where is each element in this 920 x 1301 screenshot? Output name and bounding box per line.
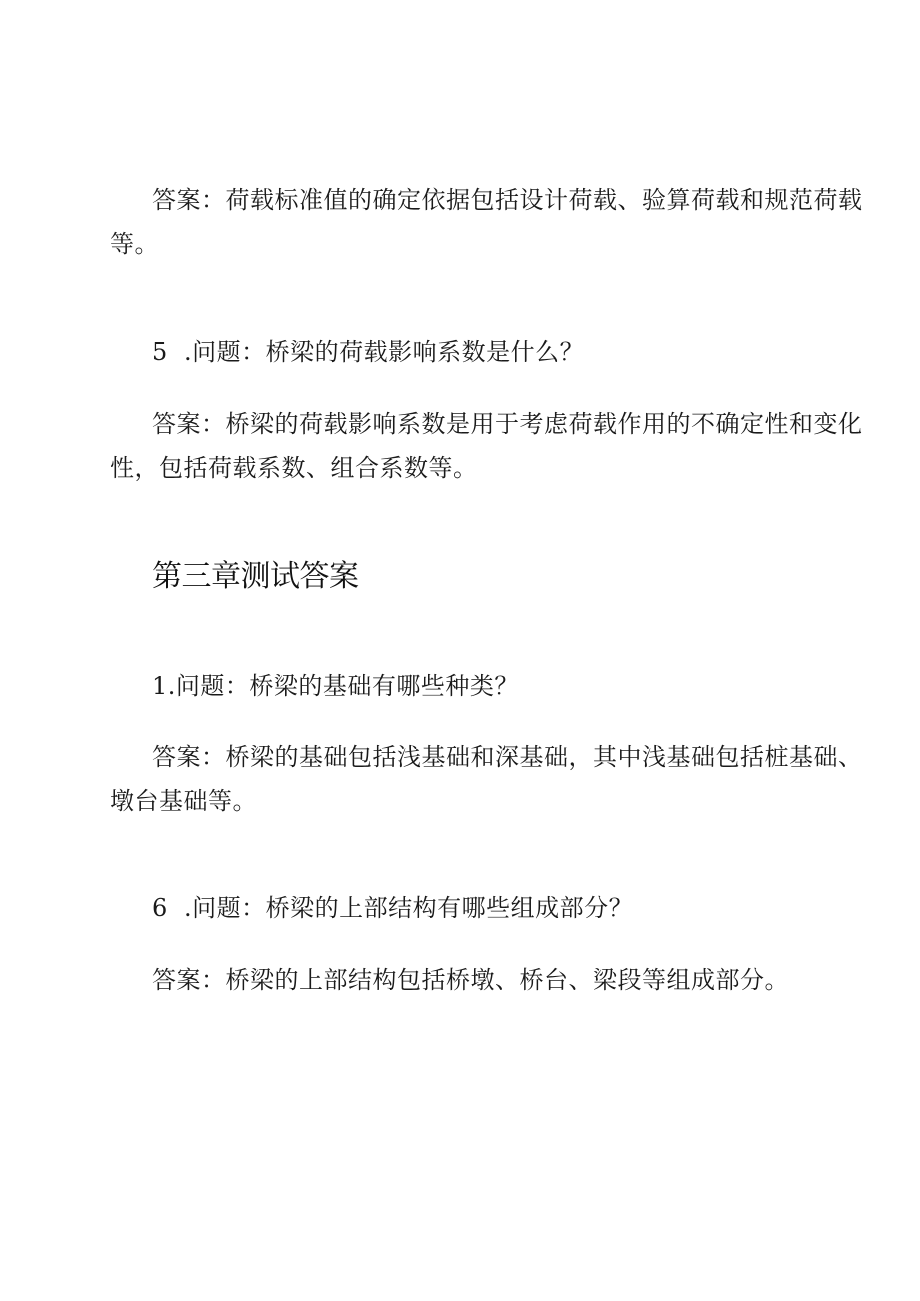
question-6: 6 .问题：桥梁的上部结构有哪些组成部分？ (152, 894, 634, 922)
answer-line-2: 等。 (110, 230, 159, 258)
answer-6: 答案：桥梁的上部结构包括桥墩、桥台、梁段等组成部分。 (152, 966, 789, 994)
answer-line-1: 答案：桥梁的荷载影响系数是用于考虑荷载作用的不确定性和变化 (152, 410, 863, 438)
question-1: 1.问题：桥梁的基础有哪些种类？ (152, 672, 519, 700)
question-5: 5 .问题：桥梁的荷载影响系数是什么？ (152, 338, 585, 366)
answer-line-2: 性，包括荷载系数、组合系数等。 (110, 454, 478, 482)
answer-paragraph (110, 402, 863, 490)
answer-paragraph (110, 178, 863, 266)
answer-line-1: 答案：桥梁的基础包括浅基础和深基础，其中浅基础包括桩基础、 (152, 743, 863, 771)
chapter-heading: 第三章测试答案 (152, 559, 359, 594)
answer-paragraph (110, 735, 863, 823)
answer-line-1: 答案：荷载标准值的确定依据包括设计荷载、验算荷载和规范荷载 (152, 186, 863, 214)
answer-line-2: 墩台基础等。 (110, 787, 257, 815)
